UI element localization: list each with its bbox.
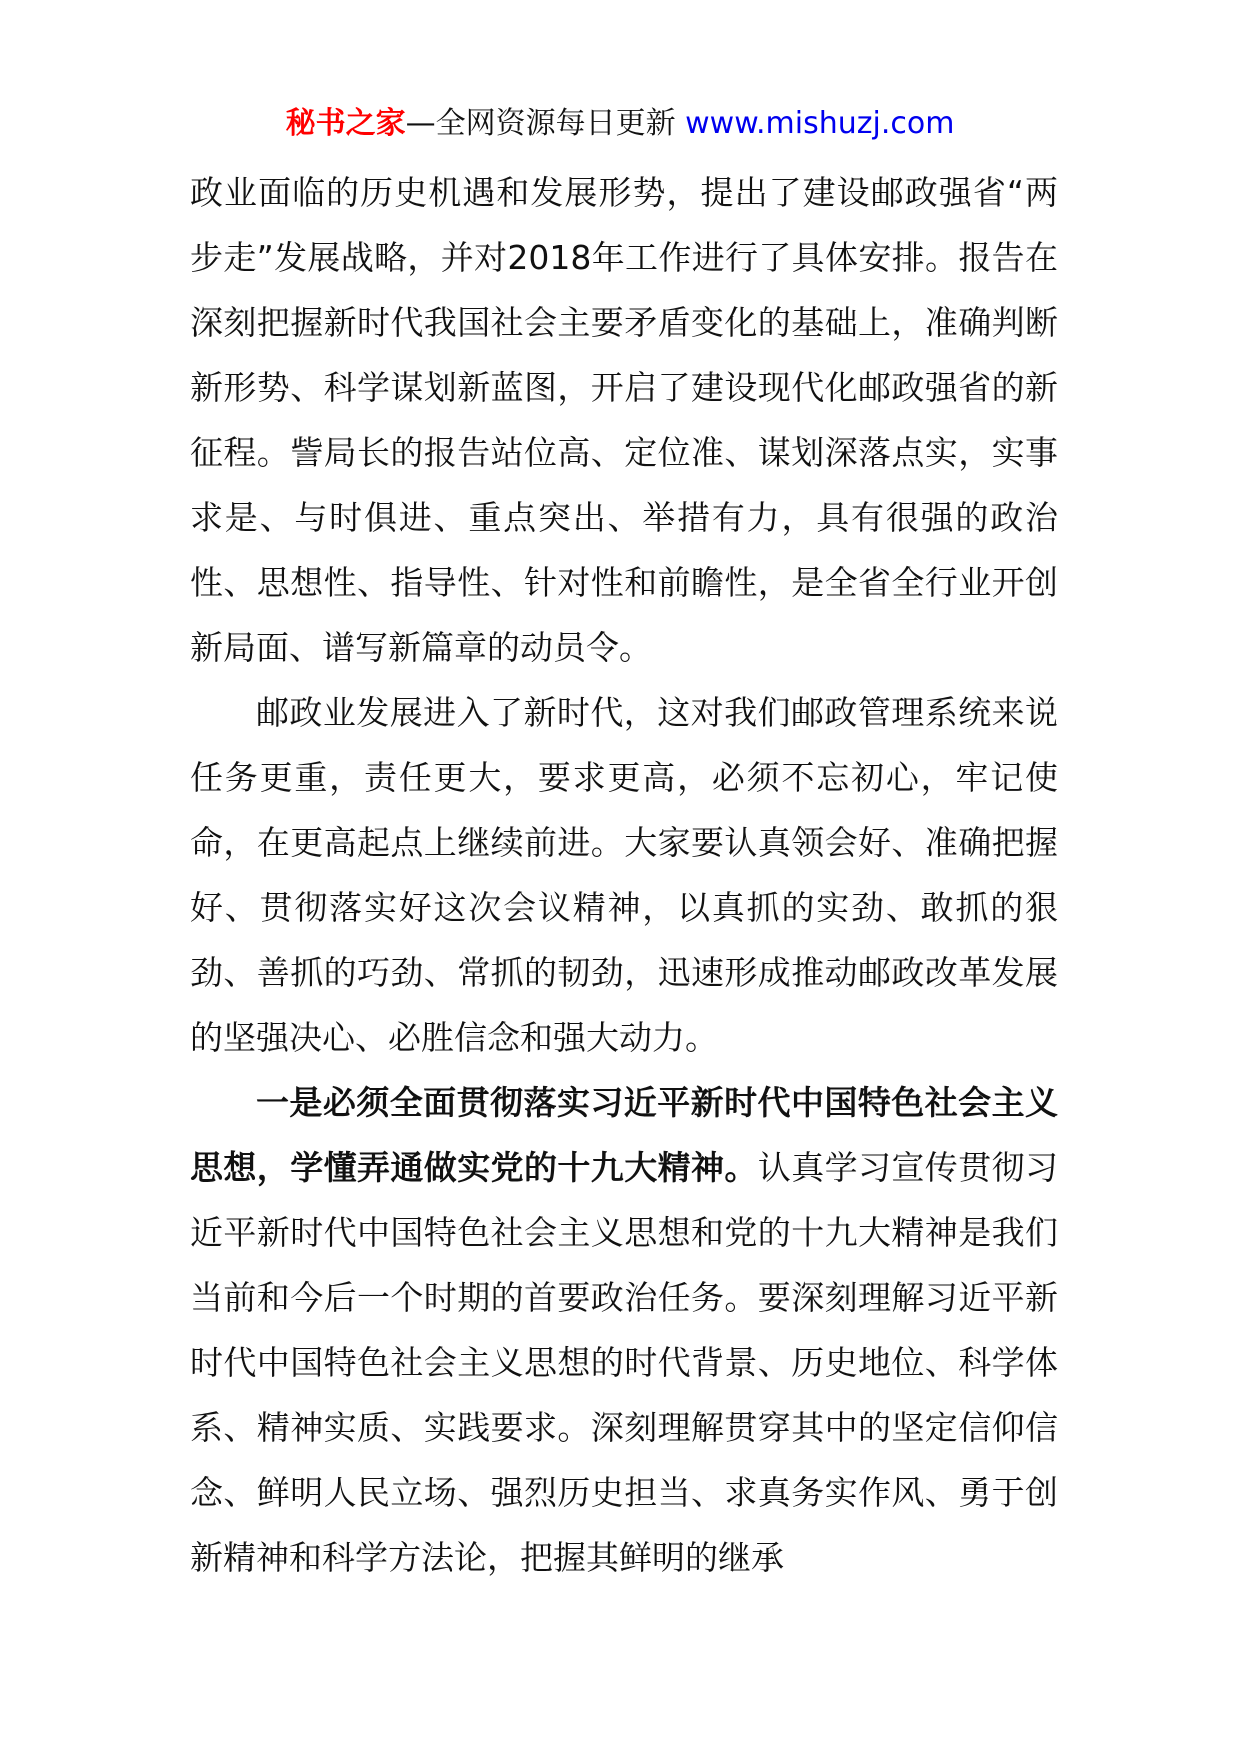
paragraph-3-text: 认真学习宣传贯彻习近平新时代中国特色社会主义思想和党的十九大精神是我们当前和今后一个时期的首要政治任务。要深刻理解习近平新时代中国特色社会主义思想的时代背景、历史地位、科学体系、精神实质、实践要求。深刻理解贯穿其中的坚定信仰信念、鲜明人民立场、强烈历史担当、求真务实作风、勇于创新精神和科学方法论，把握其鲜明的继承 [190, 1148, 1059, 1577]
header-tagline: —全网资源每日更新 [405, 106, 676, 141]
paragraph-3 [190, 1070, 1058, 1590]
paragraph-1 [190, 160, 1058, 680]
paragraph-2-text: 邮政业发展进入了新时代，这对我们邮政管理系统来说任务更重，责任更大，要求更高，必须不忘初心，牢记使命，在更高起点上继续前进。大家要认真领会好、准确把握好、贯彻落实好这次会议精神，以真抓的实劲、敢抓的狠劲、善抓的巧劲、常抓的韧劲，迅速形成推动邮政改革发展的坚强决心、必胜信念和强大动力。 [190, 693, 1058, 1057]
paragraph-3-heading: 一是必须全面贯彻落实习近平新时代中国特色社会主义思想，学懂弄通做实党的十九大精神。 [190, 1083, 1058, 1187]
paragraph-2 [190, 680, 1058, 1070]
document-body [190, 160, 1058, 1590]
brand-name: 秘书之家 [285, 106, 406, 141]
site-header [0, 104, 1240, 144]
paragraph-1-text: 政业面临的历史机遇和发展形势，提出了建设邮政强省“两步走”发展战略，并对2018年工作进行了具体安排。报告在深刻把握新时代我国社会主要矛盾变化的基础上，准确判断新形势、科学谋划新蓝图，开启了建设现代化邮政强省的新征程。訾局长的报告站位高、定位准、谋划深落点实，实事求是、与时俱进、重点突出、举措有力，具有很强的政治性、思想性、指导性、针对性和前瞻性，是全省全行业开创新局面、谱写新篇章的动员令。 [190, 173, 1058, 667]
site-url-link[interactable]: www.mishuzj.com [685, 106, 955, 141]
